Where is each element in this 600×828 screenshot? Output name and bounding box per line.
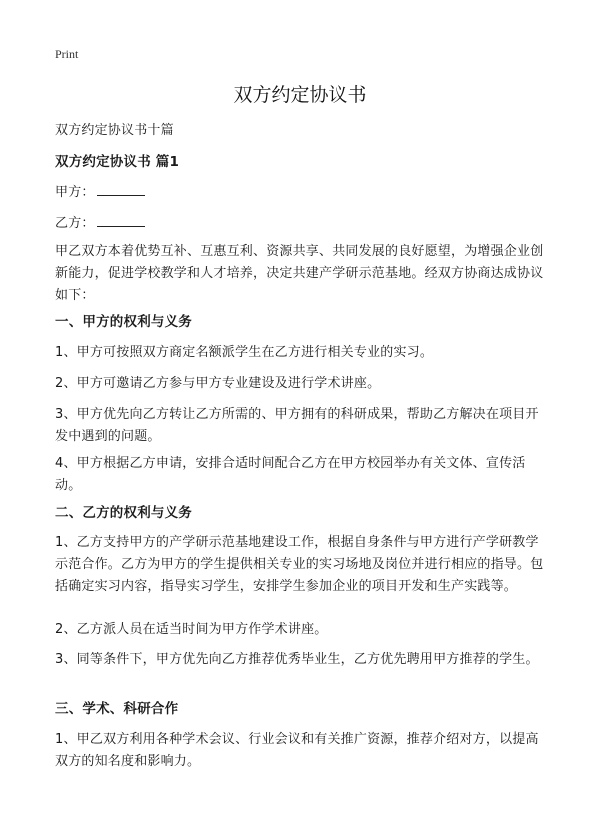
list-item: 2、乙方派人员在适当时间为甲方作学术讲座。 — [55, 622, 328, 637]
print-label: Print — [55, 47, 79, 61]
party-b-line — [55, 213, 550, 235]
party-a-line — [55, 182, 550, 204]
section-heading-1: 一、甲方的权利与义务 — [55, 314, 192, 330]
list-item: 2、甲方可邀请乙方参与甲方专业建设及进行学术讲座。 — [55, 376, 381, 391]
page-title: 双方约定协议书 — [233, 84, 367, 106]
section-heading-3: 三、学术、科研合作 — [55, 701, 179, 717]
party-b-blank — [97, 214, 145, 227]
list-item: 3、同等条件下，甲方优先向乙方推荐优秀毕业生，乙方优先聘用甲方推荐的学生。 — [55, 652, 539, 667]
party-a-blank — [97, 183, 145, 196]
section-heading-2: 二、乙方的权利与义务 — [55, 505, 192, 521]
document-subtitle: 双方约定协议书十篇 — [55, 123, 174, 138]
section-title: 双方约定协议书 篇1 — [55, 154, 180, 170]
list-item: 1、乙方支持甲方的产学研示范基地建设工作，根据自身条件与甲方进行产学研教学示范合作。乙方为甲方的学生提供相关专业的实习场地及岗位并进行相应的指导。包括确定实习内容，指导实习学生，安排学生参加企业的项目开发和生产实践等。 — [55, 535, 544, 594]
party-a-label: 甲方： — [55, 185, 95, 200]
list-item: 1、甲方可按照双方商定名额派学生在乙方进行相关专业的实习。 — [55, 345, 434, 360]
party-b-label: 乙方： — [55, 216, 95, 231]
intro-paragraph: 甲乙双方本着优势互补、互惠互利、资源共享、共同发展的良好愿望，为增强企业创新能力，促进学校教学和人才培养，决定共建产学研示范基地。经双方协商达成协议如下： — [55, 244, 544, 303]
list-item: 1、甲乙双方利用各种学术会议、行业会议和有关推广资源，推荐介绍对方，以提高双方的知名度和影响力。 — [55, 732, 539, 769]
list-item: 4、甲方根据乙方申请，安排合适时间配合乙方在甲方校园举办有关文体、宣传活动。 — [55, 456, 526, 493]
list-item: 3、甲方优先向乙方转让乙方所需的、甲方拥有的科研成果，帮助乙方解决在项目开发中遇到的问题。 — [55, 407, 539, 444]
